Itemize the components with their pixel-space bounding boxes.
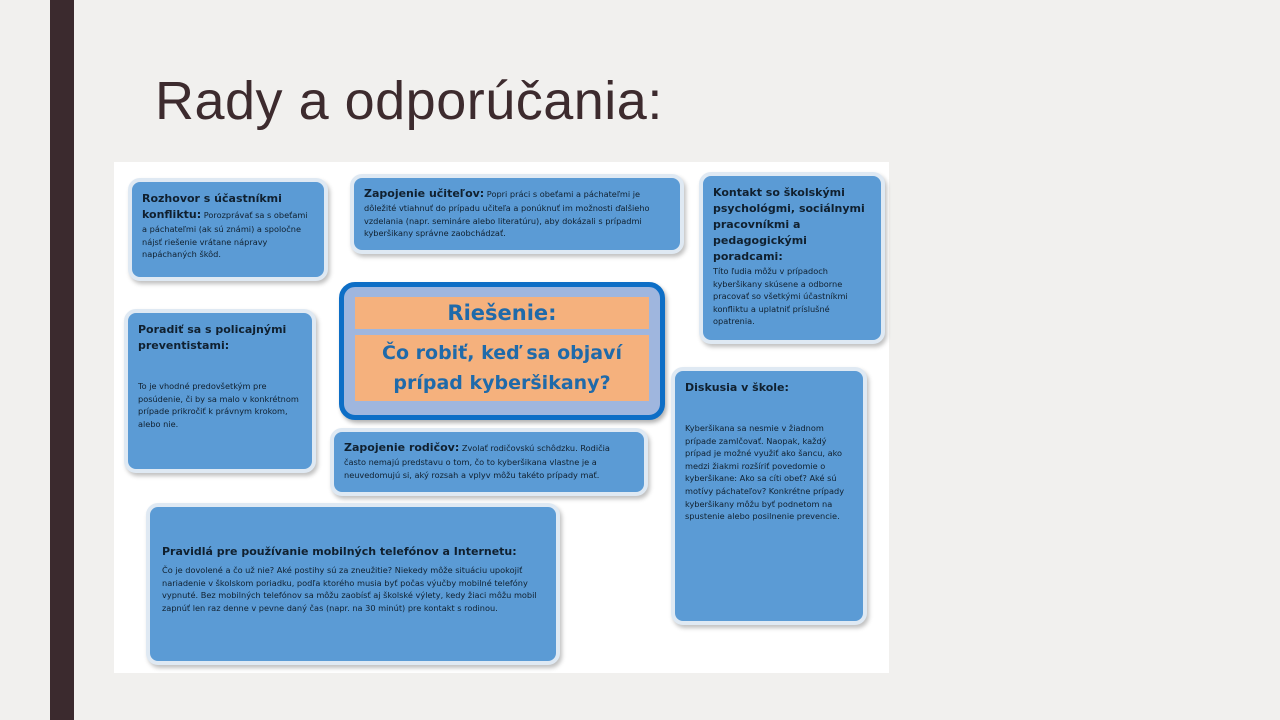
center-question	[355, 335, 649, 401]
box-pravidla-heading: Pravidlá pre používanie mobilných telefónov a Internetu:	[162, 545, 517, 558]
box-diskusia-text: Kyberšikana sa nesmie v žiadnom prípade zamlčovať. Naopak, každý prípad je možné využiť ako šancu, ako medzi žiakmi rozšíriť povedomie o kyberšikane: Ako sa cíti obeť? Aké sú motívy páchateľov? Konkrétne prípady kyberšikany môžu byť podnetom na spustenie alebo posilnenie prevencie.	[685, 423, 845, 522]
center-heading: Riešenie:	[355, 297, 649, 329]
center-solution-box	[339, 282, 665, 420]
center-question-line2: prípad kyberšikany?	[393, 372, 611, 394]
slide-title: Rady a odporúčania:	[155, 71, 663, 131]
box-diskusia-heading: Diskusia v škole:	[685, 381, 789, 394]
box-pravidla	[146, 503, 560, 665]
side-accent-bar	[50, 0, 74, 720]
box-rodicov-heading: Zapojenie rodičov:	[344, 441, 460, 454]
box-rozhovor-heading: Rozhovor s účastníkmi konfliktu:	[142, 192, 282, 221]
diagram-image	[114, 162, 889, 673]
center-question-line1: Čo robiť, keď sa objaví	[382, 342, 622, 364]
box-ucitelov-heading: Zapojenie učiteľov:	[364, 187, 485, 200]
box-policia	[124, 309, 316, 473]
box-rozhovor-text: Porozprávať sa s obeťami a páchateľmi (ak sú známi) a spoločne nájsť riešenie vrátane nápravy napáchaných škôd.	[142, 210, 308, 260]
box-policia-heading: Poradiť sa s policajnými preventistami:	[138, 323, 287, 352]
box-psychologmi	[699, 172, 885, 344]
box-rodicov	[330, 428, 648, 496]
box-psychologmi-heading: Kontakt so školskými psychológmi, sociálnymi pracovníkmi a pedagogickými poradcami:	[713, 186, 865, 263]
box-psychologmi-text: Títo ľudia môžu v prípadoch kyberšikany skúsene a odborne pracovať so všetkými účastníkmi konfliktu a uplatniť príslušné opatrenia.	[713, 266, 848, 327]
box-ucitelov-text: Popri práci s obeťami a páchateľmi je dôležité vtiahnuť do prípadu učiteľa a ponúknuť im možnosti ďalšieho vzdelania (napr. semináre alebo literatúru), aby dokázali s prípadmi kyberšikany správne zaobchádzať.	[364, 189, 650, 239]
box-ucitelov	[350, 174, 684, 254]
box-diskusia	[671, 367, 867, 625]
box-rodicov-text: Zvolať rodičovskú schôdzku. Rodičia často nemajú predstavu o tom, čo to kyberšikana vlastne je a neuvedomujú si, aký rozsah a vplyv môžu takéto prípady mať.	[344, 443, 610, 480]
box-rozhovor	[128, 178, 328, 281]
box-pravidla-text: Čo je dovolené a čo už nie? Aké postihy sú za zneužitie? Niekedy môže situáciu upokojiť nariadenie v školskom poriadku, podľa ktorého musia byť počas výučby mobilné telefóny vypnuté. Bez mobilných telefónov sa môžu zaobísť aj školské výlety, kedy žiaci môžu mobil zapnúť len raz denne v pevne daný čas (napr. na 30 minút) pre kontakt s rodinou.	[162, 565, 537, 613]
box-policia-text: To je vhodné predovšetkým pre posúdenie, či by sa malo v konkrétnom prípade prikročiť k právnym krokom, alebo nie.	[138, 381, 299, 429]
